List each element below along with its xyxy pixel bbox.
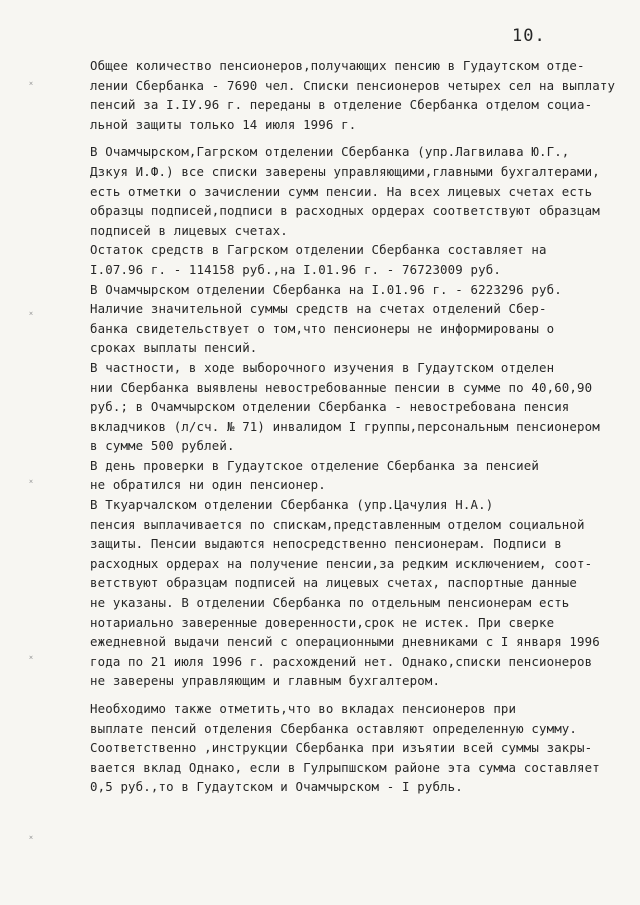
text-line: не обратился ни один пенсионер. [90,477,326,493]
text-line: ветствуют образцам подписей на лицевых счетах, паспортные данные [90,575,578,591]
text-line: Соответственно ,инструкции Сбербанка при изъятии всей суммы закры- [90,740,593,756]
text-line: В день проверки в Гудаутское отделение Сбербанка за пенсией [90,457,539,473]
text-line: есть отметки о зачислении сумм пенсии. На всех лицевых счетах есть [90,183,593,199]
text-line: лении Сбербанка - 7690 чел. Списки пенсионеров четырех сел на выплату [90,77,616,93]
page-number: 10. [512,26,546,46]
punch-hole-mark: ˟ [28,479,35,490]
text-line: года по 21 июля 1996 г. расхождений нет. Однако,списки пенсионеров [90,653,593,669]
text-line: В Очамчырском отделении Сбербанка на I.01.96 г. - 6223296 руб. [90,281,562,297]
text-line: расходных ордерах на получение пенсии,за редким исключением, соот- [90,555,593,571]
text-line: образцы подписей,подписи в расходных ордерах соответствуют образцам [90,203,600,219]
text-line: вкладчиков (л/сч. № 71) инвалидом I группы,персональным пенсионером [90,418,600,434]
text-line: руб.; в Очамчырском отделении Сбербанка - невостребована пенсия [90,399,570,415]
text-line: сроках выплаты пенсий. [90,340,258,356]
text-line: Необходимо также отметить,что во вкладах пенсионеров при [90,701,517,716]
text-line: не заверены управляющим и главным бухгалтером. [90,673,441,689]
text-line: В частности, в ходе выборочного изучения в Гудаутском отделен [90,359,555,375]
paragraph-gap [90,134,624,142]
text-line: Наличие значительной суммы средств на счетах отделений Сбер- [90,301,547,317]
text-line: Остаток средств в Гагрском отделении Сбербанка составляет на [90,242,547,258]
text-line: Дзкуя И.Ф.) все списки заверены управляющими,главными бухгалтерами, [90,163,600,179]
text-line: нотариально заверенные доверенности,срок не истек. При сверке [90,614,555,630]
text-line: в сумме 500 рублей. [90,438,235,454]
text-line: 0,5 руб.,то в Гудаутском и Очамчырском - I рубль. [90,779,463,795]
document-body [90,56,624,797]
punch-hole-mark: ˟ [28,655,35,666]
punch-hole-mark: ˟ [28,835,35,846]
text-line: не указаны. В отделении Сбербанка по отдельным пенсионерам есть [90,595,570,611]
text-line: нии Сбербанка выявлены невостребованные пенсии в сумме по 40,60,90 [90,379,593,395]
text-line: выплате пенсий отделения Сбербанка оставляют определенную сумму. [90,720,578,736]
text-line: В Ткуарчалском отделении Сбербанка (упр.Цачулия Н.А.) [90,497,494,513]
punch-hole-mark: ˟ [28,81,35,92]
text-line: В Очамчырском,Гагрском отделении Сбербанка (упр.Лагвилава Ю.Г., [90,144,570,160]
text-line: I.07.96 г. - 114158 руб.,на I.01.96 г. - 76723009 руб. [90,261,501,277]
text-line: льной защиты только 14 июля 1996 г. [90,116,357,132]
punch-hole-mark: ˟ [28,311,35,322]
text-line: пенсий за I.IУ.96 г. переданы в отделение Сбербанка отделом социа- [90,97,593,113]
text-line: банка свидетельствует о том,что пенсионеры не информированы о [90,320,555,336]
text-line: ежедневной выдачи пенсий с операционными дневниками с I января 1996 [90,634,600,650]
text-line: пенсия выплачивается по спискам,представленным отделом социальной [90,516,585,532]
text-line: подписей в лицевых счетах. [90,222,288,238]
text-line: Общее количество пенсионеров,получающих пенсию в Гудаутском отде- [90,58,585,73]
text-line: защиты. Пенсии выдаются непосредственно пенсионерам. Подписи в [90,536,562,552]
paragraph-gap [90,691,624,699]
text-line: вается вклад Однако, если в Гулрыпшском районе эта сумма составляет [90,759,600,775]
